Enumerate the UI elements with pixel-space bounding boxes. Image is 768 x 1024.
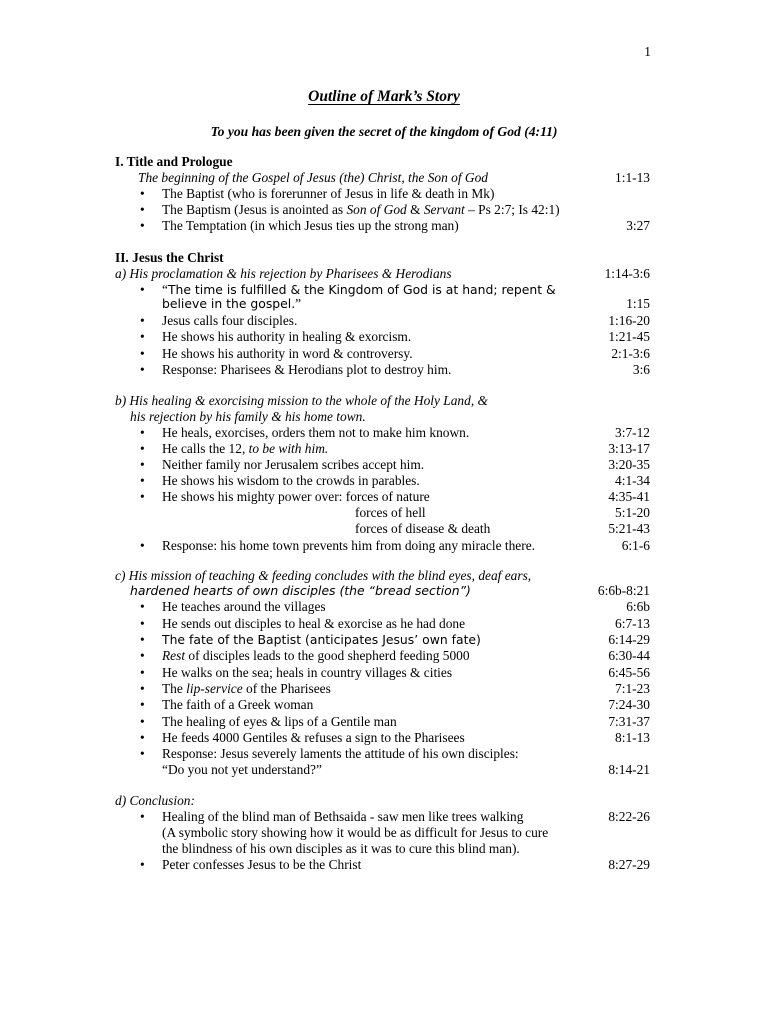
text-span: The fate of the Baptist (anticipates Jesus’ own fate)	[162, 632, 481, 647]
verse-reference: 6:6b-8:21	[597, 583, 650, 598]
text-span: to be with him.	[248, 441, 329, 456]
text-span: He heals, exorcises, orders them not to make him known.	[162, 425, 470, 440]
verse-reference: 6:6b	[626, 599, 650, 614]
line-text	[162, 425, 469, 441]
bullet-item	[0, 218, 768, 234]
verse-reference: 6:45-56	[608, 665, 650, 680]
text-span: He calls the 12,	[162, 441, 249, 456]
text-span: forces of hell	[355, 505, 426, 520]
text-span: He sends out disciples to heal & exorcise as he had done	[162, 616, 466, 631]
text-span: Servant	[423, 202, 465, 217]
line-text	[355, 505, 426, 521]
text-span: He shows his wisdom to the crowds in parables.	[162, 473, 420, 488]
line-text	[162, 841, 520, 857]
bullet-item	[0, 714, 768, 730]
line-text	[162, 441, 328, 457]
verse-reference: 6:7-13	[615, 616, 650, 631]
line-text	[115, 793, 195, 809]
bullet-item	[0, 809, 768, 825]
line-text	[162, 538, 535, 554]
line-text	[162, 681, 331, 697]
bullet-icon: •	[140, 681, 145, 696]
verse-reference: 3:27	[626, 218, 650, 233]
text-span: &	[406, 202, 424, 217]
text-span: “Do you not yet understand?”	[162, 762, 322, 777]
section-heading	[0, 154, 768, 170]
text-span: The faith of a Greek woman	[162, 697, 314, 712]
outline-line	[0, 266, 768, 282]
line-text	[130, 583, 471, 599]
bullet-icon: •	[140, 202, 145, 217]
line-text	[162, 362, 451, 378]
line-text	[115, 266, 452, 282]
text-span: Response: Pharisees & Herodians plot to destroy him.	[162, 362, 452, 377]
verse-reference: 3:6	[632, 362, 650, 377]
bullet-item	[0, 665, 768, 681]
verse-reference: 7:24-30	[608, 697, 650, 712]
text-span: believe in the gospel.	[162, 296, 296, 311]
text-span: a) His proclamation & his rejection by Pharisees & Herodians	[115, 266, 452, 281]
verse-reference: 8:27-29	[608, 857, 650, 872]
bullet-item	[0, 329, 768, 345]
text-span: forces of disease & death	[355, 521, 491, 536]
line-text	[162, 825, 548, 841]
verse-reference: 6:30-44	[608, 648, 650, 663]
outline-line	[0, 409, 768, 425]
verse-reference: 8:22-26	[608, 809, 650, 824]
line-text	[162, 473, 420, 489]
line-text	[355, 521, 490, 537]
bullet-item	[0, 362, 768, 378]
outline-line	[0, 393, 768, 409]
bullet-item	[0, 648, 768, 664]
bullet-icon: •	[140, 632, 145, 647]
page-number: 1	[644, 44, 651, 59]
line-text	[115, 393, 488, 409]
bullet-icon: •	[140, 218, 145, 233]
text-span: Rest	[162, 648, 186, 663]
outline-line	[0, 568, 768, 584]
text-span: of disciples leads to the good shepherd feeding 5000	[185, 648, 470, 663]
verse-reference: 8:14-21	[608, 762, 650, 777]
line-text	[162, 218, 459, 234]
text-span: He walks on the sea; heals in country villages & cities	[162, 665, 453, 680]
section-heading	[0, 250, 768, 266]
text-span: The Baptism (Jesus is anointed as	[162, 202, 347, 217]
verse-reference: 6:1-6	[621, 538, 650, 553]
text-span: c) His mission of teaching & feeding concludes with the blind eyes, deaf ears,	[115, 568, 532, 583]
bullet-item	[0, 313, 768, 329]
heading-text	[115, 154, 233, 170]
line-text	[162, 762, 322, 778]
verse-reference: 7:1-23	[615, 681, 650, 696]
verse-reference: 3:7-12	[615, 425, 650, 440]
bullet-icon: •	[140, 425, 145, 440]
bullet-item	[0, 538, 768, 554]
bullet-icon: •	[140, 746, 145, 761]
bullet-icon: •	[140, 538, 145, 553]
verse-reference: 1:15	[626, 296, 650, 311]
bullet-item	[0, 616, 768, 632]
text-span: b) His healing & exorcising mission to the whole of the Holy Land, &	[115, 393, 488, 408]
text-span: He shows his authority in healing & exorcism.	[162, 329, 412, 344]
bullet-icon: •	[140, 730, 145, 745]
bullet-icon: •	[140, 616, 145, 631]
bullet-item	[0, 857, 768, 873]
text-span: He teaches around the villages	[162, 599, 326, 614]
heading-text	[115, 250, 224, 266]
bullet-icon: •	[140, 648, 145, 663]
text-span: of the Pharisees	[242, 681, 331, 696]
bullet-item	[0, 599, 768, 615]
line-text	[130, 409, 366, 425]
bullet-icon: •	[140, 665, 145, 680]
verse-reference: 2:1-3:6	[611, 346, 650, 361]
text-span: Healing of the blind man of Bethsaida - saw men like trees walking	[162, 809, 524, 824]
line-text	[162, 346, 413, 362]
bullet-item	[0, 441, 768, 457]
bullet-item	[0, 202, 768, 218]
bullet-icon: •	[140, 714, 145, 729]
text-span: Response: his home town prevents him from doing any miracle there.	[162, 538, 535, 553]
bullet-icon: •	[140, 457, 145, 472]
text-span: I. Title and Prologue	[115, 154, 233, 169]
bullet-item	[0, 346, 768, 362]
bullet-icon: •	[140, 282, 145, 297]
bullet-icon: •	[140, 599, 145, 614]
outline-line	[0, 762, 768, 778]
line-text	[138, 170, 488, 186]
outline-line	[0, 296, 768, 312]
text-span: Jesus calls four disciples.	[162, 313, 298, 328]
line-text	[162, 313, 297, 329]
verse-reference: 1:14-3:6	[604, 266, 650, 281]
bullet-item	[0, 632, 768, 648]
line-text	[162, 857, 361, 873]
bullet-icon: •	[140, 329, 145, 344]
text-span: The	[162, 681, 187, 696]
line-text	[162, 616, 465, 632]
outline-line	[0, 583, 768, 599]
bullet-icon: •	[140, 697, 145, 712]
text-span: “	[162, 282, 168, 297]
text-span: He feeds 4000 Gentiles & refuses a sign to the Pharisees	[162, 730, 465, 745]
outline-line	[0, 505, 768, 521]
text-span: Response: Jesus severely laments the attitude of his own disciples:	[162, 746, 519, 761]
bullet-icon: •	[140, 809, 145, 824]
verse-reference: 1:1-13	[615, 170, 650, 185]
bullet-icon: •	[140, 362, 145, 377]
line-text	[162, 809, 523, 825]
bullet-item	[0, 489, 768, 505]
line-text	[162, 296, 301, 312]
text-span: The Baptist (who is forerunner of Jesus in life & death in Mk)	[162, 186, 495, 201]
line-text	[162, 665, 452, 681]
bullet-icon: •	[140, 313, 145, 328]
outline-line	[0, 825, 768, 841]
line-text	[162, 186, 494, 202]
line-text	[162, 697, 313, 713]
verse-reference: 3:13-17	[608, 441, 650, 456]
bullet-icon: •	[140, 489, 145, 504]
bullet-icon: •	[140, 186, 145, 201]
text-span: He shows his mighty power over: forces of nature	[162, 489, 430, 504]
verse-reference: 5:1-20	[615, 505, 650, 520]
bullet-icon: •	[140, 441, 145, 456]
bullet-icon: •	[140, 857, 145, 872]
line-text	[162, 329, 411, 345]
text-span: II. Jesus the Christ	[115, 250, 224, 265]
bullet-item	[0, 473, 768, 489]
verse-reference: 7:31-37	[608, 714, 650, 729]
bullet-item	[0, 425, 768, 441]
text-span: (A symbolic story showing how it would be as difficult for Jesus to cure	[162, 825, 549, 840]
document-subtitle: To you has been given the secret of the kingdom of God (4:11)	[210, 124, 558, 139]
outline-line	[0, 170, 768, 186]
text-span: The Temptation (in which Jesus ties up the strong man)	[162, 218, 459, 233]
bullet-item	[0, 730, 768, 746]
line-text	[162, 457, 424, 473]
text-span: ”	[295, 296, 302, 311]
verse-reference: 1:16-20	[608, 313, 650, 328]
text-span: lip-service	[186, 681, 243, 696]
text-span: hardened hearts of own disciples (the “bread section”)	[130, 583, 471, 598]
text-span: – Ps 2:7; Is 42:1)	[464, 202, 560, 217]
line-text	[162, 489, 430, 505]
bullet-item	[0, 746, 768, 762]
text-span: Neither family nor Jerusalem scribes accept him.	[162, 457, 425, 472]
line-text	[162, 648, 470, 664]
bullet-item	[0, 681, 768, 697]
verse-reference: 4:35-41	[608, 489, 650, 504]
verse-reference: 3:20-35	[608, 457, 650, 472]
verse-reference: 4:1-34	[615, 473, 650, 488]
bullet-item	[0, 186, 768, 202]
text-span: Son of God	[346, 202, 407, 217]
text-span: the blindness of his own disciples as it was to cure this blind man).	[162, 841, 520, 856]
text-span: He shows his authority in word & controversy.	[162, 346, 413, 361]
text-span: The time is fulfilled & the Kingdom of God is at hand; repent &	[167, 282, 556, 297]
bullet-item	[0, 457, 768, 473]
line-text	[162, 746, 519, 762]
text-span: his rejection by his family & his home town.	[130, 409, 366, 424]
outline-line	[0, 521, 768, 537]
text-span: d) Conclusion:	[115, 793, 195, 808]
verse-reference: 1:21-45	[608, 329, 650, 344]
verse-reference: 8:1-13	[615, 730, 650, 745]
outline-line	[0, 793, 768, 809]
text-span: Peter confesses Jesus to be the Christ	[162, 857, 362, 872]
line-text	[162, 202, 560, 218]
bullet-item	[0, 697, 768, 713]
bullet-icon: •	[140, 346, 145, 361]
line-text	[162, 632, 481, 648]
text-span: The healing of eyes & lips of a Gentile man	[162, 714, 397, 729]
line-text	[115, 568, 531, 584]
line-text	[162, 730, 465, 746]
line-text	[162, 599, 326, 615]
document-title: Outline of Mark’s Story	[308, 88, 460, 105]
text-span: The beginning of the Gospel of Jesus (the) Christ, the Son of God	[138, 170, 488, 185]
outline-line	[0, 841, 768, 857]
line-text	[162, 714, 397, 730]
bullet-icon: •	[140, 473, 145, 488]
verse-reference: 5:21-43	[608, 521, 650, 536]
verse-reference: 6:14-29	[608, 632, 650, 647]
